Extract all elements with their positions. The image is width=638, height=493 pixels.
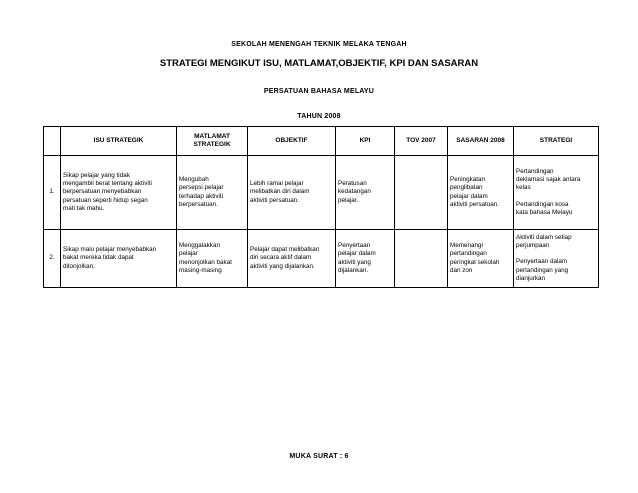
table-header-row (44, 127, 599, 156)
school-name: SEKOLAH MENENGAH TEKNIK MELAKA TENGAH (231, 41, 407, 48)
cell-kpi: Penyertaan pelajar dalam aktiviti yang dijalankan. (336, 230, 395, 288)
cell-strategi (514, 156, 599, 230)
cell-matlamat: Mengubah persepsi pelajar terhadap aktiviti berpersatuan. (177, 156, 248, 230)
page-number: MUKA SURAT : 6 (289, 453, 349, 460)
header-sasaran-2008: SASARAN 2008 (448, 127, 514, 156)
row-number: 1. (44, 156, 61, 230)
table-row (44, 156, 599, 230)
strategy-table (43, 126, 599, 288)
header-strategi: STRATEGI (514, 127, 599, 156)
cell-sasaran: Memenangi pertandingan peringkat sekolah dan zon (448, 230, 514, 288)
cell-isu: Sikap malu pelajar menyebabkan bakat mereka tidak dapat ditonjolkan. (61, 230, 177, 288)
header-kpi: KPI (336, 127, 395, 156)
cell-strategi (514, 230, 599, 288)
header-num (44, 127, 61, 156)
strategi-item: Pertandingan deklamasi sajak antara kelas (516, 167, 581, 192)
document-title: STRATEGI MENGIKUT ISU, MATLAMAT,OBJEKTIF, KPI DAN SASARAN (159, 58, 479, 69)
header-tov-2007: TOV 2007 (395, 127, 448, 156)
header-matlamat-strategik: MATLAMAT STRATEGIK (177, 127, 248, 156)
cell-tov (395, 230, 448, 288)
strategi-item: Penyertaan dalam pertandingan yang dianjurkan (516, 258, 569, 282)
year-label: TAHUN 2008 (297, 113, 341, 120)
cell-objektif: Pelajar dapat melibatkan diri secara aktif dalam aktiviti yang dijalankan. (248, 230, 336, 288)
cell-isu: Sikap pelajar yang tidak mengambil berat tentang aktiviti berpersatuan menyebabkan persatuan seperti hidup segan mati tak mahu. (61, 156, 177, 230)
header-isu-strategik: ISU STRATEGIK (61, 127, 177, 156)
strategi-item: Pertandingan kosa kata bahasa Melayu (516, 200, 573, 216)
cell-matlamat: Menggalakkan pelajar menonjolkan bakat masing-masing (177, 230, 248, 288)
cell-sasaran: Peningkatan penglibatan pelajar dalam aktiviti persatuan. (448, 156, 514, 230)
cell-tov (395, 156, 448, 230)
unit-name: PERSATUAN BAHASA MELAYU (263, 88, 375, 95)
row-number: 2. (44, 230, 61, 288)
table-row (44, 230, 599, 288)
cell-objektif: Lebih ramai pelajar melibatkan diri dalam aktiviti persatuan. (248, 156, 336, 230)
header-objektif: OBJEKTIF (248, 127, 336, 156)
cell-kpi: Peratusan kedatangan pelajar. (336, 156, 395, 230)
strategi-item: Aktiviti dalam setiap perjumpaan (516, 233, 572, 250)
